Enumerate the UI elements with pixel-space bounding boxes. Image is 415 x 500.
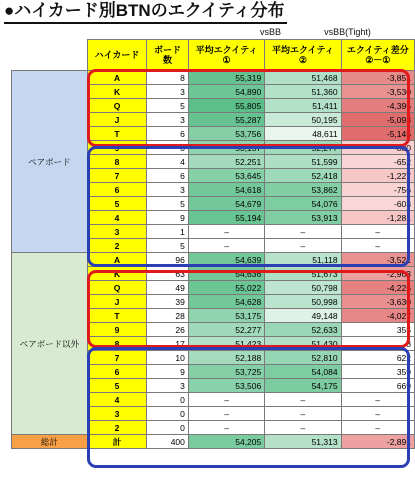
high-card-cell: 6 (87, 365, 146, 379)
header-equity1: 平均エクイティ ① (188, 40, 264, 71)
total-boards-cell: 400 (147, 435, 189, 449)
high-card-cell: A (87, 253, 146, 267)
equity2-cell: 51,360 (265, 85, 341, 99)
diff-cell: – (341, 239, 414, 253)
high-card-cell: A (87, 71, 146, 85)
boards-cell: 3 (147, 183, 189, 197)
diff-cell: 669 (341, 379, 414, 393)
equity1-cell: – (188, 393, 264, 407)
boards-cell: 6 (147, 127, 189, 141)
diff-cell: -652 (341, 155, 414, 169)
diff-cell: – (341, 421, 414, 435)
diff-cell: -756 (341, 183, 414, 197)
high-card-cell: 4 (87, 393, 146, 407)
high-card-cell: Q (87, 99, 146, 113)
diff-cell: -2,963 (341, 267, 414, 281)
equity1-cell: 51,423 (188, 337, 264, 351)
diff-cell: -5,145 (341, 127, 414, 141)
boards-cell: 5 (147, 239, 189, 253)
high-card-cell: 2 (87, 421, 146, 435)
equity1-cell: 54,636 (188, 267, 264, 281)
high-card-cell: 5 (87, 197, 146, 211)
equity2-cell: 52,810 (265, 351, 341, 365)
equity2-cell: 53,862 (265, 183, 341, 197)
high-card-cell: 4 (87, 211, 146, 225)
equity2-cell: 53,913 (265, 211, 341, 225)
table-row (12, 253, 415, 267)
vsbb-column-group-label: vsBB (259, 27, 281, 37)
boards-cell: 28 (147, 309, 189, 323)
equity1-cell: – (188, 407, 264, 421)
equity1-cell: 53,645 (188, 169, 264, 183)
equity2-cell: 54,076 (265, 197, 341, 211)
equity1-cell: 54,679 (188, 197, 264, 211)
equity2-cell: 52,277 (265, 141, 341, 155)
header-row (12, 40, 415, 71)
boards-cell: 8 (147, 71, 189, 85)
equity1-cell: – (188, 225, 264, 239)
diff-cell: -603 (341, 197, 414, 211)
equity1-cell: 52,251 (188, 155, 264, 169)
equity1-cell: 53,756 (188, 127, 264, 141)
equity2-cell: 52,418 (265, 169, 341, 183)
diff-cell: – (341, 393, 414, 407)
high-card-cell: J (87, 295, 146, 309)
diff-cell: 8 (341, 337, 414, 351)
diff-cell: – (341, 407, 414, 421)
boards-cell: 4 (147, 155, 189, 169)
boards-cell: 3 (147, 141, 189, 155)
boards-cell: 0 (147, 421, 189, 435)
high-card-cell: 8 (87, 337, 146, 351)
equity2-cell: 54,175 (265, 379, 341, 393)
equity2-cell: 48,611 (265, 127, 341, 141)
high-card-cell: 5 (87, 379, 146, 393)
diff-cell: -3,530 (341, 85, 414, 99)
high-card-cell: K (87, 267, 146, 281)
equity1-cell: 53,157 (188, 141, 264, 155)
equity2-cell: 50,998 (265, 295, 341, 309)
equity1-cell: – (188, 421, 264, 435)
diff-cell: -5,093 (341, 113, 414, 127)
equity2-cell: 51,468 (265, 71, 341, 85)
header-high-card: ハイカード (87, 40, 146, 71)
high-card-cell: T (87, 127, 146, 141)
boards-cell: 49 (147, 281, 189, 295)
equity1-cell: 53,175 (188, 309, 264, 323)
equity1-cell: 53,725 (188, 365, 264, 379)
equity2-cell: – (265, 393, 341, 407)
diff-cell: 622 (341, 351, 414, 365)
diff-cell: -4,027 (341, 309, 414, 323)
equity2-cell: – (265, 421, 341, 435)
equity-table (11, 39, 415, 449)
boards-cell: 5 (147, 99, 189, 113)
equity2-cell: 50,798 (265, 281, 341, 295)
boards-cell: 3 (147, 379, 189, 393)
boards-cell: 39 (147, 295, 189, 309)
high-card-cell: T (87, 309, 146, 323)
total-equity1-cell: 54,205 (188, 435, 264, 449)
boards-cell: 10 (147, 351, 189, 365)
diff-cell: -1,227 (341, 169, 414, 183)
high-card-cell: K (87, 85, 146, 99)
equity1-cell: – (188, 239, 264, 253)
high-card-cell: 7 (87, 169, 146, 183)
boards-cell: 5 (147, 197, 189, 211)
page-title: ●ハイカード別BTNのエクイティ分布 (4, 0, 287, 24)
diff-cell: -4,395 (341, 99, 414, 113)
equity1-cell: 53,506 (188, 379, 264, 393)
high-card-cell: 9 (87, 141, 146, 155)
high-card-cell: 2 (87, 239, 146, 253)
high-card-cell: 9 (87, 323, 146, 337)
high-card-cell: 7 (87, 351, 146, 365)
group-label: ペアボード (12, 71, 88, 253)
equity2-cell: 54,084 (265, 365, 341, 379)
equity1-cell: 55,287 (188, 113, 264, 127)
equity1-cell: 55,319 (188, 71, 264, 85)
equity-table-body (12, 40, 415, 449)
total-diff-cell: -2,891 (341, 435, 414, 449)
diff-cell: -3,521 (341, 253, 414, 267)
high-card-cell: 3 (87, 225, 146, 239)
boards-cell: 9 (147, 211, 189, 225)
equity2-cell: 52,633 (265, 323, 341, 337)
equity1-cell: 54,628 (188, 295, 264, 309)
boards-cell: 3 (147, 85, 189, 99)
total-row (12, 435, 415, 449)
diff-cell: -3,630 (341, 295, 414, 309)
equity1-cell: 55,022 (188, 281, 264, 295)
equity1-cell: 52,188 (188, 351, 264, 365)
boards-cell: 3 (147, 113, 189, 127)
equity2-cell: 51,118 (265, 253, 341, 267)
equity2-cell: 50,195 (265, 113, 341, 127)
diff-cell: -1,281 (341, 211, 414, 225)
boards-cell: 6 (147, 169, 189, 183)
header-diff: エクイティ差分 ②－① (341, 40, 414, 71)
equity1-cell: 54,890 (188, 85, 264, 99)
total-card-cell: 計 (87, 435, 146, 449)
equity2-cell: 51,599 (265, 155, 341, 169)
equity2-cell: 49,148 (265, 309, 341, 323)
table-row (12, 71, 415, 85)
diff-cell: – (341, 225, 414, 239)
boards-cell: 0 (147, 393, 189, 407)
boards-cell: 26 (147, 323, 189, 337)
equity1-cell: 55,805 (188, 99, 264, 113)
boards-cell: 17 (147, 337, 189, 351)
header-blank (12, 40, 88, 71)
total-label-cell: 総計 (12, 435, 88, 449)
boards-cell: 0 (147, 407, 189, 421)
high-card-cell: 6 (87, 183, 146, 197)
boards-cell: 9 (147, 365, 189, 379)
boards-cell: 96 (147, 253, 189, 267)
equity1-cell: 52,277 (188, 323, 264, 337)
header-boards: ボード数 (147, 40, 189, 71)
diff-cell: -880 (341, 141, 414, 155)
equity2-cell: 51,430 (265, 337, 341, 351)
high-card-cell: 8 (87, 155, 146, 169)
equity1-cell: 54,618 (188, 183, 264, 197)
vsbb-tight-column-group-label: vsBB(Tight) (324, 27, 371, 37)
diff-cell: 359 (341, 365, 414, 379)
diff-cell: -3,851 (341, 71, 414, 85)
high-card-cell: 3 (87, 407, 146, 421)
equity1-cell: 55,194 (188, 211, 264, 225)
equity2-cell: 51,673 (265, 267, 341, 281)
equity2-cell: 51,411 (265, 99, 341, 113)
total-equity2-cell: 51,313 (265, 435, 341, 449)
group-label: ペアボード以外 (12, 253, 88, 435)
high-card-cell: J (87, 113, 146, 127)
diff-cell: -4,225 (341, 281, 414, 295)
header-equity2: 平均エクイティ ② (265, 40, 341, 71)
equity2-cell: – (265, 239, 341, 253)
equity2-cell: – (265, 407, 341, 421)
high-card-cell: Q (87, 281, 146, 295)
boards-cell: 63 (147, 267, 189, 281)
equity1-cell: 54,639 (188, 253, 264, 267)
boards-cell: 1 (147, 225, 189, 239)
equity2-cell: – (265, 225, 341, 239)
diff-cell: 355 (341, 323, 414, 337)
